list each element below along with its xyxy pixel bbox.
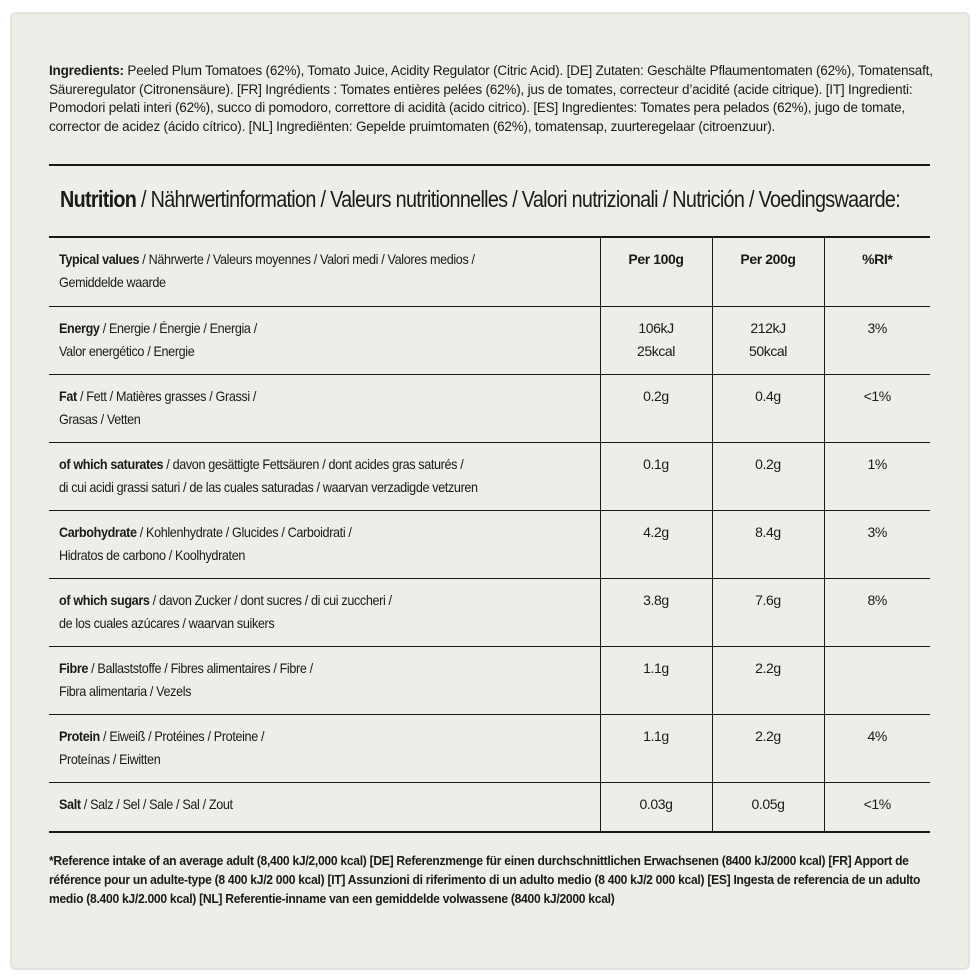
table-row-energy [49,307,930,375]
ingredients-list: Peeled Plum Tomatoes (62%), Tomato Juice, Acidity Regulator (Citric Acid). [DE] Zutaten: Geschälte Pflaumentomaten (62%), Tomatensaft, Säureregulator (Citronensäure). [FR] Ingrédients : Tomates entières pelées (62%), jus de tomates, correcteur d’acidité (acide citrique). [IT] Ingredienti: Pomodori pelati interi (62%), succo di pomodoro, correttore di acidità (acido citrico). [ES] Ingredientes: Tomates pera pelados (62%), jugo de tomate, corrector de acidez (ácido cítrico). [NL] Ingrediënten: Gepelde pruimtomaten (62%), tomatensap, zuurteregelaar (citroenzuur). [49,63,933,134]
value-per-200g: 0.2g [712,443,824,511]
table-row-carbohydrate [49,511,930,579]
table-row-protein [49,715,930,783]
header-per-100g: Per 100g [600,237,712,307]
value-per-200g: 0.05g [712,783,824,833]
value-per-200g: 7.6g [712,579,824,647]
value-per-100g: 0.03g [600,783,712,833]
table-row-fat [49,375,930,443]
nutrition-title [60,186,901,213]
value-per-200g: 212kJ 50kcal [712,307,824,375]
nutrient-name: Fat / Fett / Matières grasses / Grassi / Grasas / Vetten [49,375,600,443]
value-per-200g: 2.2g [712,715,824,783]
table-row-fibre [49,647,930,715]
value-ri: 8% [824,579,930,647]
value-per-100g: 0.1g [600,443,712,511]
value-ri: 4% [824,715,930,783]
value-per-100g: 106kJ 25kcal [600,307,712,375]
value-per-100g: 0.2g [600,375,712,443]
nutrient-name: Carbohydrate / Kohlenhydrate / Glucides / Carboidrati / Hidratos de carbono / Koolhydraten [49,511,600,579]
header-ri: %RI* [824,237,930,307]
nutrition-title-rest: / Nährwertinformation / Valeurs nutritionnelles / Valori nutrizionali / Nutrición / Voedingswaarde: [136,186,901,212]
nutrient-name: Salt / Salz / Sel / Sale / Sal / Zout [49,783,600,833]
nutrition-title-bold: Nutrition [60,186,137,212]
divider-rule [49,164,930,166]
table-row-salt [49,783,930,833]
nutrient-name: Protein / Eiweiß / Protéines / Proteine / Proteínas / Eiwitten [49,715,600,783]
nutrient-name: Energy / Energie / Énergie / Energia / Valor energético / Energie [49,307,600,375]
value-per-100g: 1.1g [600,647,712,715]
ingredients-text [49,62,939,136]
value-per-200g: 8.4g [712,511,824,579]
ingredients-label: Ingredients: [49,63,124,78]
value-per-100g: 3.8g [600,579,712,647]
header-typical-values: Typical values / Nährwerte / Valeurs moyennes / Valori medi / Valores medios / Gemiddelde waarde [49,237,600,307]
value-ri: 1% [824,443,930,511]
table-row-sugars [49,579,930,647]
reference-intake-footnote: *Reference intake of an average adult (8,400 kJ/2,000 kcal) [DE] Referenzmenge für einen durchschnittlichen Erwachsenen (8400 kJ/2000 kcal) [FR] Apport de référence pour un adulte-type (8 400 kJ/2 000 kcal) [IT] Assunzioni di riferimento di un adulto medio (8 400 kJ/2 000 kcal) [ES] Ingesta de referencia de un adulto medio (8.400 kJ/2.000 kcal) [NL] Referentie-inname van een gemiddelde volwassene (8400 kJ/2000 kcal) [49,853,921,906]
nutrition-table [49,236,930,833]
table-row-saturates [49,443,930,511]
nutrient-name: of which saturates / davon gesättigte Fettsäuren / dont acides gras saturés / di cui acidi grassi saturi / de las cuales saturadas / waarvan verzadigde vetzuren [49,443,600,511]
value-ri [824,647,930,715]
value-per-100g: 4.2g [600,511,712,579]
value-ri: 3% [824,511,930,579]
nutrient-name: of which sugars / davon Zucker / dont sucres / di cui zuccheri / de los cuales azúcares / waarvan suikers [49,579,600,647]
value-per-100g: 1.1g [600,715,712,783]
header-per-200g: Per 200g [712,237,824,307]
value-per-200g: 2.2g [712,647,824,715]
value-per-200g: 0.4g [712,375,824,443]
value-ri: <1% [824,375,930,443]
value-ri: 3% [824,307,930,375]
table-header-row [49,237,930,307]
value-ri: <1% [824,783,930,833]
nutrient-name: Fibre / Ballaststoffe / Fibres alimentaires / Fibre / Fibra alimentaria / Vezels [49,647,600,715]
